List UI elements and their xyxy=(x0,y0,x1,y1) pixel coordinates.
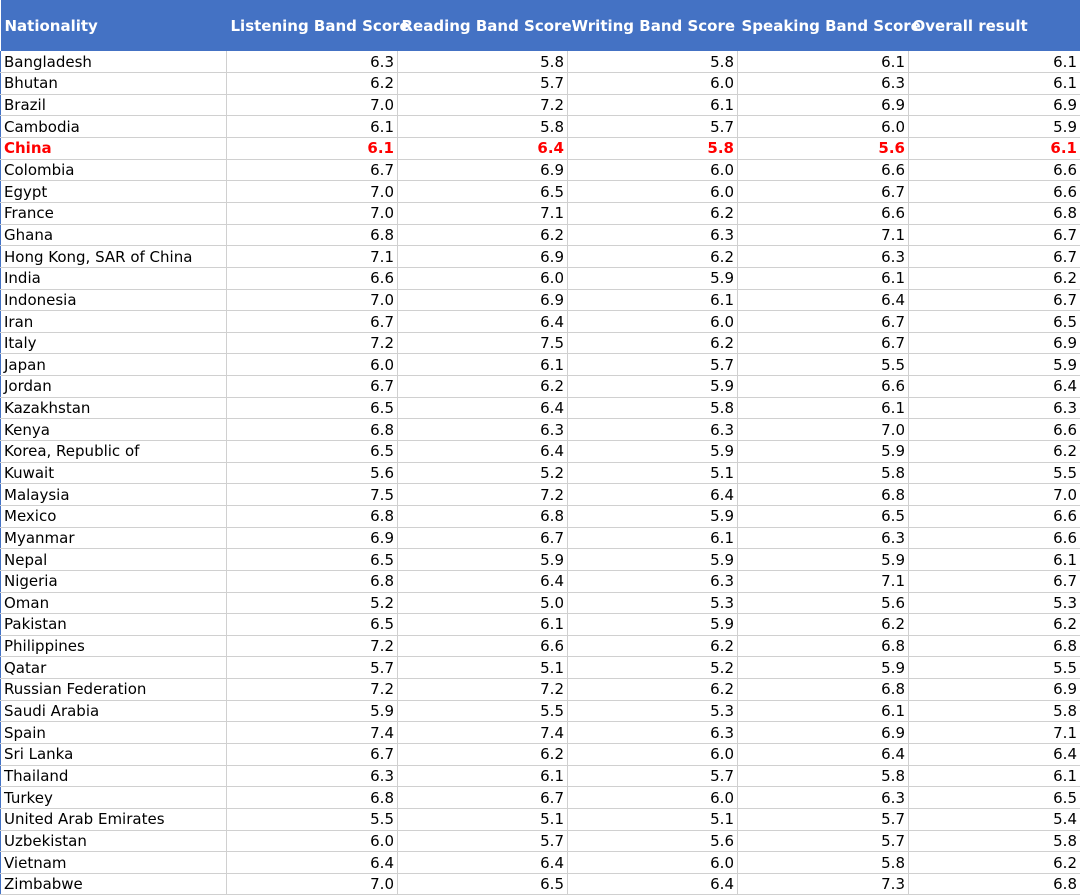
table-row xyxy=(1,808,1080,830)
header-listening: Listening Band Score xyxy=(227,0,398,51)
overall-cell: 6.9 xyxy=(909,94,1080,116)
table-row xyxy=(1,267,1080,289)
nationality-cell: Uzbekistan xyxy=(1,830,227,852)
speaking-cell: 6.1 xyxy=(738,700,909,722)
writing-cell: 5.9 xyxy=(568,549,738,571)
overall-cell: 6.6 xyxy=(909,159,1080,181)
overall-cell: 5.5 xyxy=(909,657,1080,679)
nationality-cell: Hong Kong, SAR of China xyxy=(1,246,227,268)
listening-cell: 6.8 xyxy=(227,787,398,809)
listening-cell: 6.5 xyxy=(227,441,398,463)
writing-cell: 6.0 xyxy=(568,787,738,809)
speaking-cell: 6.4 xyxy=(738,744,909,766)
table-row xyxy=(1,592,1080,614)
nationality-cell: Oman xyxy=(1,592,227,614)
table-row xyxy=(1,181,1080,203)
reading-cell: 5.1 xyxy=(398,808,568,830)
nationality-cell: Italy xyxy=(1,332,227,354)
overall-cell: 6.9 xyxy=(909,332,1080,354)
table-row xyxy=(1,138,1080,160)
reading-cell: 7.4 xyxy=(398,722,568,744)
writing-cell: 5.8 xyxy=(568,138,738,160)
listening-cell: 6.9 xyxy=(227,527,398,549)
speaking-cell: 5.7 xyxy=(738,808,909,830)
table-row xyxy=(1,549,1080,571)
listening-cell: 7.2 xyxy=(227,332,398,354)
listening-cell: 7.5 xyxy=(227,484,398,506)
reading-cell: 6.4 xyxy=(398,311,568,333)
reading-cell: 6.8 xyxy=(398,505,568,527)
nationality-cell: Kenya xyxy=(1,419,227,441)
table-row xyxy=(1,635,1080,657)
writing-cell: 5.7 xyxy=(568,765,738,787)
overall-cell: 6.1 xyxy=(909,73,1080,95)
speaking-cell: 5.8 xyxy=(738,852,909,874)
table-row xyxy=(1,332,1080,354)
writing-cell: 5.8 xyxy=(568,397,738,419)
overall-cell: 6.1 xyxy=(909,765,1080,787)
speaking-cell: 7.1 xyxy=(738,570,909,592)
speaking-cell: 7.3 xyxy=(738,873,909,895)
reading-cell: 6.4 xyxy=(398,397,568,419)
header-writing: Writing Band Score xyxy=(568,0,738,51)
nationality-cell: United Arab Emirates xyxy=(1,808,227,830)
reading-cell: 6.2 xyxy=(398,744,568,766)
listening-cell: 7.0 xyxy=(227,289,398,311)
speaking-cell: 5.8 xyxy=(738,765,909,787)
table-row xyxy=(1,397,1080,419)
overall-cell: 6.2 xyxy=(909,852,1080,874)
reading-cell: 7.2 xyxy=(398,484,568,506)
overall-cell: 6.5 xyxy=(909,787,1080,809)
table-row xyxy=(1,354,1080,376)
writing-cell: 5.2 xyxy=(568,657,738,679)
overall-cell: 6.7 xyxy=(909,289,1080,311)
nationality-cell: Sri Lanka xyxy=(1,744,227,766)
listening-cell: 5.9 xyxy=(227,700,398,722)
speaking-cell: 6.4 xyxy=(738,289,909,311)
overall-cell: 5.9 xyxy=(909,116,1080,138)
writing-cell: 6.1 xyxy=(568,527,738,549)
writing-cell: 6.3 xyxy=(568,419,738,441)
listening-cell: 6.7 xyxy=(227,159,398,181)
reading-cell: 5.8 xyxy=(398,51,568,73)
speaking-cell: 6.8 xyxy=(738,679,909,701)
speaking-cell: 6.6 xyxy=(738,159,909,181)
overall-cell: 6.2 xyxy=(909,614,1080,636)
speaking-cell: 7.1 xyxy=(738,224,909,246)
listening-cell: 6.1 xyxy=(227,138,398,160)
speaking-cell: 6.9 xyxy=(738,94,909,116)
table-row xyxy=(1,873,1080,895)
listening-cell: 6.7 xyxy=(227,744,398,766)
speaking-cell: 6.5 xyxy=(738,505,909,527)
overall-cell: 6.6 xyxy=(909,505,1080,527)
overall-cell: 6.9 xyxy=(909,679,1080,701)
nationality-cell: Thailand xyxy=(1,765,227,787)
table-row xyxy=(1,787,1080,809)
writing-cell: 6.2 xyxy=(568,332,738,354)
speaking-cell: 6.6 xyxy=(738,376,909,398)
overall-cell: 6.4 xyxy=(909,376,1080,398)
nationality-cell: Japan xyxy=(1,354,227,376)
listening-cell: 6.3 xyxy=(227,765,398,787)
reading-cell: 6.7 xyxy=(398,787,568,809)
reading-cell: 6.6 xyxy=(398,635,568,657)
overall-cell: 6.8 xyxy=(909,873,1080,895)
listening-cell: 5.5 xyxy=(227,808,398,830)
overall-cell: 6.1 xyxy=(909,549,1080,571)
listening-cell: 6.0 xyxy=(227,354,398,376)
speaking-cell: 5.6 xyxy=(738,592,909,614)
speaking-cell: 5.8 xyxy=(738,462,909,484)
table-row xyxy=(1,224,1080,246)
listening-cell: 7.4 xyxy=(227,722,398,744)
writing-cell: 5.7 xyxy=(568,116,738,138)
nationality-cell: Philippines xyxy=(1,635,227,657)
reading-cell: 5.2 xyxy=(398,462,568,484)
writing-cell: 6.2 xyxy=(568,679,738,701)
table-row xyxy=(1,159,1080,181)
speaking-cell: 6.7 xyxy=(738,181,909,203)
table-row xyxy=(1,376,1080,398)
listening-cell: 6.8 xyxy=(227,505,398,527)
writing-cell: 6.3 xyxy=(568,224,738,246)
overall-cell: 6.1 xyxy=(909,138,1080,160)
reading-cell: 7.2 xyxy=(398,94,568,116)
nationality-cell: Jordan xyxy=(1,376,227,398)
writing-cell: 6.2 xyxy=(568,202,738,224)
nationality-cell: Colombia xyxy=(1,159,227,181)
speaking-cell: 6.3 xyxy=(738,787,909,809)
nationality-cell: Egypt xyxy=(1,181,227,203)
table-row xyxy=(1,700,1080,722)
listening-cell: 6.6 xyxy=(227,267,398,289)
reading-cell: 6.5 xyxy=(398,181,568,203)
overall-cell: 7.0 xyxy=(909,484,1080,506)
nationality-cell: Malaysia xyxy=(1,484,227,506)
table-row xyxy=(1,51,1080,73)
listening-cell: 6.0 xyxy=(227,830,398,852)
listening-cell: 7.0 xyxy=(227,94,398,116)
overall-cell: 6.6 xyxy=(909,527,1080,549)
reading-cell: 5.5 xyxy=(398,700,568,722)
speaking-cell: 6.2 xyxy=(738,614,909,636)
nationality-cell: Qatar xyxy=(1,657,227,679)
overall-cell: 6.8 xyxy=(909,202,1080,224)
writing-cell: 6.0 xyxy=(568,159,738,181)
reading-cell: 6.0 xyxy=(398,267,568,289)
writing-cell: 6.3 xyxy=(568,570,738,592)
reading-cell: 6.4 xyxy=(398,138,568,160)
overall-cell: 5.9 xyxy=(909,354,1080,376)
header-reading: Reading Band Score xyxy=(398,0,568,51)
nationality-cell: Zimbabwe xyxy=(1,873,227,895)
header-overall: Overall result xyxy=(909,0,1080,51)
writing-cell: 5.3 xyxy=(568,700,738,722)
listening-cell: 6.5 xyxy=(227,614,398,636)
overall-cell: 6.5 xyxy=(909,311,1080,333)
nationality-cell: China xyxy=(1,138,227,160)
nationality-cell: Myanmar xyxy=(1,527,227,549)
nationality-cell: Bhutan xyxy=(1,73,227,95)
listening-cell: 6.7 xyxy=(227,311,398,333)
header-row xyxy=(1,0,1080,51)
table-row xyxy=(1,765,1080,787)
listening-cell: 6.7 xyxy=(227,376,398,398)
nationality-cell: Indonesia xyxy=(1,289,227,311)
table-row xyxy=(1,744,1080,766)
table-row xyxy=(1,852,1080,874)
overall-cell: 6.1 xyxy=(909,51,1080,73)
writing-cell: 5.8 xyxy=(568,51,738,73)
header-speaking: Speaking Band Score xyxy=(738,0,909,51)
listening-cell: 7.2 xyxy=(227,635,398,657)
table-row xyxy=(1,311,1080,333)
speaking-cell: 5.9 xyxy=(738,441,909,463)
nationality-cell: Korea, Republic of xyxy=(1,441,227,463)
writing-cell: 6.1 xyxy=(568,94,738,116)
nationality-cell: Vietnam xyxy=(1,852,227,874)
overall-cell: 6.6 xyxy=(909,419,1080,441)
table-body xyxy=(1,51,1080,895)
speaking-cell: 6.3 xyxy=(738,246,909,268)
speaking-cell: 6.1 xyxy=(738,51,909,73)
writing-cell: 6.3 xyxy=(568,722,738,744)
writing-cell: 5.6 xyxy=(568,830,738,852)
overall-cell: 6.6 xyxy=(909,181,1080,203)
listening-cell: 6.8 xyxy=(227,570,398,592)
overall-cell: 6.7 xyxy=(909,246,1080,268)
reading-cell: 6.4 xyxy=(398,852,568,874)
reading-cell: 6.7 xyxy=(398,527,568,549)
speaking-cell: 6.8 xyxy=(738,484,909,506)
nationality-cell: Kuwait xyxy=(1,462,227,484)
table-row xyxy=(1,570,1080,592)
writing-cell: 6.2 xyxy=(568,635,738,657)
nationality-cell: Ghana xyxy=(1,224,227,246)
writing-cell: 5.7 xyxy=(568,354,738,376)
writing-cell: 6.4 xyxy=(568,873,738,895)
reading-cell: 6.4 xyxy=(398,441,568,463)
overall-cell: 5.3 xyxy=(909,592,1080,614)
nationality-cell: Iran xyxy=(1,311,227,333)
speaking-cell: 6.6 xyxy=(738,202,909,224)
speaking-cell: 6.1 xyxy=(738,397,909,419)
writing-cell: 6.0 xyxy=(568,852,738,874)
speaking-cell: 6.7 xyxy=(738,332,909,354)
speaking-cell: 5.5 xyxy=(738,354,909,376)
nationality-cell: Spain xyxy=(1,722,227,744)
writing-cell: 5.1 xyxy=(568,462,738,484)
reading-cell: 6.9 xyxy=(398,246,568,268)
overall-cell: 6.4 xyxy=(909,744,1080,766)
listening-cell: 7.0 xyxy=(227,202,398,224)
writing-cell: 5.9 xyxy=(568,614,738,636)
nationality-cell: Brazil xyxy=(1,94,227,116)
writing-cell: 5.9 xyxy=(568,376,738,398)
table-row xyxy=(1,830,1080,852)
reading-cell: 6.9 xyxy=(398,159,568,181)
overall-cell: 6.3 xyxy=(909,397,1080,419)
writing-cell: 5.9 xyxy=(568,267,738,289)
table-row xyxy=(1,94,1080,116)
listening-cell: 7.0 xyxy=(227,873,398,895)
table-row xyxy=(1,614,1080,636)
writing-cell: 6.4 xyxy=(568,484,738,506)
nationality-cell: Mexico xyxy=(1,505,227,527)
listening-cell: 6.3 xyxy=(227,51,398,73)
nationality-cell: Nigeria xyxy=(1,570,227,592)
table-row xyxy=(1,462,1080,484)
writing-cell: 6.0 xyxy=(568,311,738,333)
table-row xyxy=(1,527,1080,549)
writing-cell: 5.3 xyxy=(568,592,738,614)
listening-cell: 5.7 xyxy=(227,657,398,679)
nationality-cell: Kazakhstan xyxy=(1,397,227,419)
nationality-cell: France xyxy=(1,202,227,224)
overall-cell: 5.8 xyxy=(909,830,1080,852)
reading-cell: 6.3 xyxy=(398,419,568,441)
reading-cell: 6.1 xyxy=(398,354,568,376)
nationality-cell: India xyxy=(1,267,227,289)
listening-cell: 7.1 xyxy=(227,246,398,268)
nationality-cell: Saudi Arabia xyxy=(1,700,227,722)
reading-cell: 6.1 xyxy=(398,765,568,787)
table-row xyxy=(1,441,1080,463)
reading-cell: 7.2 xyxy=(398,679,568,701)
nationality-cell: Cambodia xyxy=(1,116,227,138)
reading-cell: 7.5 xyxy=(398,332,568,354)
reading-cell: 6.1 xyxy=(398,614,568,636)
reading-cell: 5.7 xyxy=(398,830,568,852)
table-row xyxy=(1,657,1080,679)
table-row xyxy=(1,419,1080,441)
listening-cell: 5.6 xyxy=(227,462,398,484)
speaking-cell: 7.0 xyxy=(738,419,909,441)
listening-cell: 7.0 xyxy=(227,181,398,203)
writing-cell: 5.1 xyxy=(568,808,738,830)
reading-cell: 5.7 xyxy=(398,73,568,95)
reading-cell: 5.9 xyxy=(398,549,568,571)
table-row xyxy=(1,202,1080,224)
table-row xyxy=(1,505,1080,527)
listening-cell: 6.5 xyxy=(227,549,398,571)
listening-cell: 7.2 xyxy=(227,679,398,701)
reading-cell: 6.5 xyxy=(398,873,568,895)
reading-cell: 6.9 xyxy=(398,289,568,311)
reading-cell: 7.1 xyxy=(398,202,568,224)
nationality-cell: Turkey xyxy=(1,787,227,809)
writing-cell: 6.0 xyxy=(568,744,738,766)
listening-cell: 6.5 xyxy=(227,397,398,419)
overall-cell: 7.1 xyxy=(909,722,1080,744)
speaking-cell: 6.0 xyxy=(738,116,909,138)
nationality-cell: Nepal xyxy=(1,549,227,571)
speaking-cell: 5.9 xyxy=(738,549,909,571)
reading-cell: 5.0 xyxy=(398,592,568,614)
reading-cell: 5.8 xyxy=(398,116,568,138)
header-nationality: Nationality xyxy=(1,0,227,51)
overall-cell: 6.8 xyxy=(909,635,1080,657)
nationality-cell: Bangladesh xyxy=(1,51,227,73)
speaking-cell: 6.3 xyxy=(738,527,909,549)
reading-cell: 5.1 xyxy=(398,657,568,679)
writing-cell: 5.9 xyxy=(568,441,738,463)
writing-cell: 6.0 xyxy=(568,181,738,203)
writing-cell: 5.9 xyxy=(568,505,738,527)
listening-cell: 6.4 xyxy=(227,852,398,874)
reading-cell: 6.2 xyxy=(398,224,568,246)
speaking-cell: 5.9 xyxy=(738,657,909,679)
listening-cell: 6.2 xyxy=(227,73,398,95)
overall-cell: 5.4 xyxy=(909,808,1080,830)
overall-cell: 6.7 xyxy=(909,570,1080,592)
listening-cell: 6.8 xyxy=(227,419,398,441)
listening-cell: 6.1 xyxy=(227,116,398,138)
overall-cell: 6.2 xyxy=(909,267,1080,289)
table-row xyxy=(1,246,1080,268)
speaking-cell: 5.6 xyxy=(738,138,909,160)
speaking-cell: 6.3 xyxy=(738,73,909,95)
speaking-cell: 6.7 xyxy=(738,311,909,333)
table-row xyxy=(1,73,1080,95)
listening-cell: 6.8 xyxy=(227,224,398,246)
table-row xyxy=(1,679,1080,701)
overall-cell: 6.2 xyxy=(909,441,1080,463)
writing-cell: 6.1 xyxy=(568,289,738,311)
speaking-cell: 6.9 xyxy=(738,722,909,744)
overall-cell: 5.5 xyxy=(909,462,1080,484)
listening-cell: 5.2 xyxy=(227,592,398,614)
writing-cell: 6.2 xyxy=(568,246,738,268)
table-row xyxy=(1,116,1080,138)
nationality-cell: Russian Federation xyxy=(1,679,227,701)
speaking-cell: 6.8 xyxy=(738,635,909,657)
reading-cell: 6.2 xyxy=(398,376,568,398)
overall-cell: 6.7 xyxy=(909,224,1080,246)
nationality-cell: Pakistan xyxy=(1,614,227,636)
table-row xyxy=(1,484,1080,506)
reading-cell: 6.4 xyxy=(398,570,568,592)
overall-cell: 5.8 xyxy=(909,700,1080,722)
writing-cell: 6.0 xyxy=(568,73,738,95)
table-row xyxy=(1,289,1080,311)
speaking-cell: 6.1 xyxy=(738,267,909,289)
speaking-cell: 5.7 xyxy=(738,830,909,852)
table-row xyxy=(1,722,1080,744)
